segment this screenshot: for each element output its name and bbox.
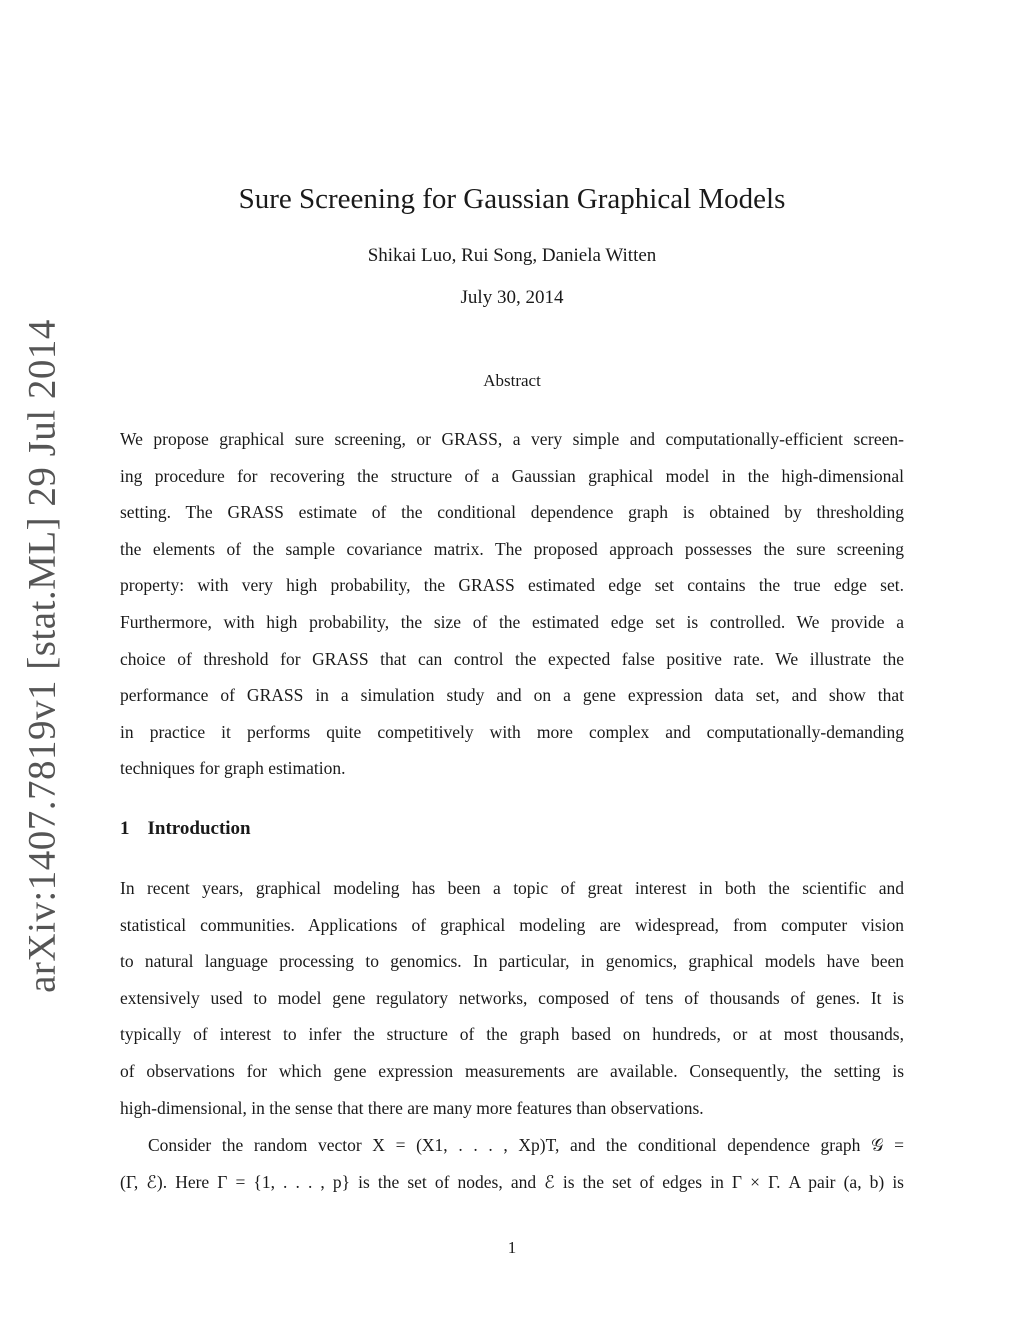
section-number: 1 <box>120 818 130 839</box>
abstract-line: the elements of the sample covariance matrix. The proposed approach possesses the sure screening <box>120 538 904 559</box>
body-line: (Γ, ℰ). Here Γ = {1, . . . , p} is the set of nodes, and ℰ is the set of edges in Γ × Γ. A pair (a, b) is <box>120 1171 904 1192</box>
arxiv-identifier-stamp: arXiv:1407.7819v1 [stat.ML] 29 Jul 2014 <box>20 319 64 993</box>
abstract-line: ing procedure for recovering the structure of a Gaussian graphical model in the high-dimensional <box>120 465 904 486</box>
body-line: Consider the random vector X = (X1, . . . , Xp)T, and the conditional dependence graph 𝒢 = <box>148 1135 904 1155</box>
page-number: 1 <box>507 1238 517 1257</box>
body-line: high-dimensional, in the sense that there are many more features than observations. <box>120 1097 704 1118</box>
abstract-line: Furthermore, with high probability, the size of the estimated edge set is controlled. We provide a <box>120 611 904 632</box>
abstract-line: in practice it performs quite competitively with more complex and computationally-demanding <box>120 721 904 742</box>
introduction-paragraph-1 <box>120 870 904 1126</box>
body-line: to natural language processing to genomics. In particular, in genomics, graphical models have been <box>120 951 904 972</box>
abstract-line: performance of GRASS in a simulation study and on a gene expression data set, and show that <box>120 685 904 706</box>
abstract-line: setting. The GRASS estimate of the conditional dependence graph is obtained by thresholding <box>120 502 904 523</box>
abstract-line: We propose graphical sure screening, or GRASS, a very simple and computationally-efficient screen- <box>120 429 904 449</box>
paper-title: Sure Screening for Gaussian Graphical Models <box>238 183 786 215</box>
paper-date: July 30, 2014 <box>460 287 564 308</box>
abstract-line: techniques for graph estimation. <box>120 758 346 779</box>
paper-authors: Shikai Luo, Rui Song, Daniela Witten <box>367 245 657 266</box>
abstract-heading: Abstract <box>483 371 541 390</box>
section-heading-introduction <box>120 818 251 840</box>
abstract-line: choice of threshold for GRASS that can control the expected false positive rate. We illustrate the <box>120 648 904 669</box>
abstract-line: property: with very high probability, the GRASS estimated edge set contains the true edge set. <box>120 575 904 596</box>
body-line: In recent years, graphical modeling has been a topic of great interest in both the scientific and <box>120 878 904 898</box>
introduction-paragraph-2 <box>120 1127 904 1200</box>
body-line: extensively used to model gene regulatory networks, composed of tens of thousands of genes. It is <box>120 987 904 1008</box>
abstract-body <box>120 421 904 787</box>
body-line: of observations for which gene expression measurements are available. Consequently, the setting is <box>120 1060 904 1081</box>
section-title: Introduction <box>147 818 251 839</box>
body-line: typically of interest to infer the structure of the graph based on hundreds, or at most thousands, <box>120 1024 904 1045</box>
body-line: statistical communities. Applications of graphical modeling are widespread, from computer vision <box>120 914 904 935</box>
